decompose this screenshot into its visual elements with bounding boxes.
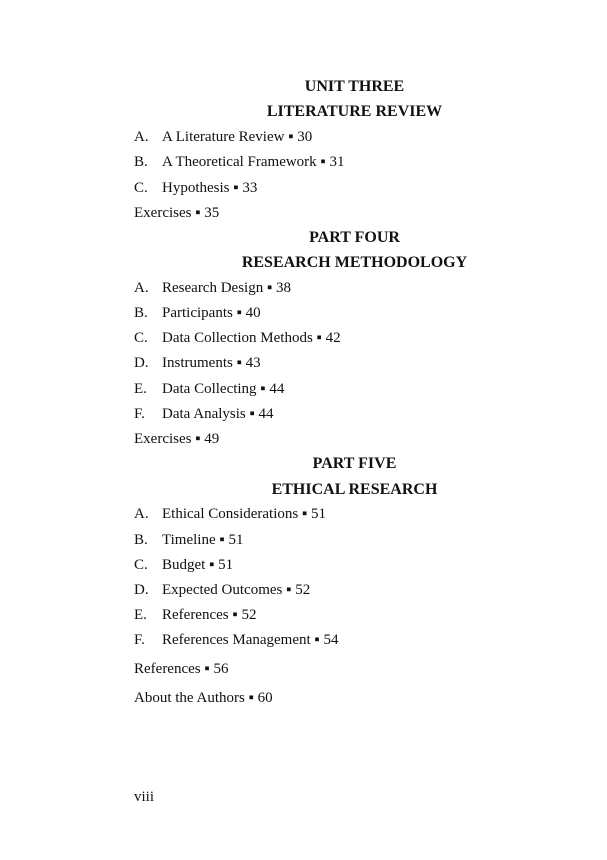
- entry-text: Research Design ▪ 38: [162, 280, 292, 296]
- entry-text: Timeline ▪ 51: [162, 532, 244, 548]
- entry-letter: E.: [134, 607, 147, 623]
- entry-text: Data Analysis ▪ 44: [162, 406, 274, 422]
- toc-entry: [134, 555, 233, 575]
- entry-letter: A.: [134, 129, 149, 145]
- toc-entry: [134, 353, 261, 373]
- about-authors-entry: About the Authors ▪ 60: [134, 690, 273, 706]
- part-four-label: PART FOUR: [309, 229, 400, 246]
- research-methodology-title: RESEARCH METHODOLOGY: [241, 254, 468, 271]
- toc-entry: [134, 530, 243, 550]
- entry-letter: D.: [134, 355, 149, 371]
- exercises-entry: Exercises ▪ 35: [134, 205, 220, 221]
- page-number: viii: [134, 789, 155, 805]
- entry-letter: E.: [134, 381, 147, 397]
- entry-text: Data Collection Methods ▪ 42: [162, 330, 341, 346]
- entry-letter: D.: [134, 582, 149, 598]
- entry-letter: B.: [134, 305, 148, 321]
- toc-entry: [134, 379, 284, 399]
- entry-letter: B.: [134, 532, 148, 548]
- toc-entry: [134, 303, 261, 323]
- entry-text: Ethical Considerations ▪ 51: [162, 506, 327, 522]
- entry-text: Budget ▪ 51: [162, 557, 234, 573]
- toc-entry: [134, 328, 341, 348]
- toc-entry: [134, 580, 310, 600]
- entry-letter: C.: [134, 557, 148, 573]
- unit-three-label: UNIT THREE: [304, 78, 405, 95]
- part-five-label: PART FIVE: [312, 455, 397, 472]
- toc-entry: [134, 152, 345, 172]
- toc-entry: [134, 404, 274, 424]
- entry-text: Participants ▪ 40: [162, 305, 261, 321]
- exercises-entry: Exercises ▪ 49: [134, 431, 220, 447]
- ethical-research-title: ETHICAL RESEARCH: [271, 481, 438, 498]
- entry-text: Expected Outcomes ▪ 52: [162, 582, 311, 598]
- entry-letter: F.: [134, 632, 145, 648]
- entry-letter: A.: [134, 280, 149, 296]
- entry-text: Hypothesis ▪ 33: [162, 180, 258, 196]
- entry-letter: C.: [134, 330, 148, 346]
- entry-text: Instruments ▪ 43: [162, 355, 261, 371]
- toc-entry: [134, 605, 256, 625]
- toc-entry: [134, 630, 339, 650]
- literature-review-title: LITERATURE REVIEW: [266, 103, 443, 120]
- entry-text: A Literature Review ▪ 30: [162, 129, 313, 145]
- entry-text: A Theoretical Framework ▪ 31: [162, 154, 345, 170]
- toc-entry: [134, 278, 291, 298]
- entry-letter: A.: [134, 506, 149, 522]
- references-entry: References ▪ 56: [134, 661, 229, 677]
- entry-letter: B.: [134, 154, 148, 170]
- entry-text: References Management ▪ 54: [162, 632, 339, 648]
- entry-text: Data Collecting ▪ 44: [162, 381, 285, 397]
- toc-entry: [134, 127, 312, 147]
- toc-entry: [134, 178, 257, 198]
- entry-text: References ▪ 52: [162, 607, 257, 623]
- entry-letter: F.: [134, 406, 145, 422]
- entry-letter: C.: [134, 180, 148, 196]
- toc-entry: [134, 504, 326, 524]
